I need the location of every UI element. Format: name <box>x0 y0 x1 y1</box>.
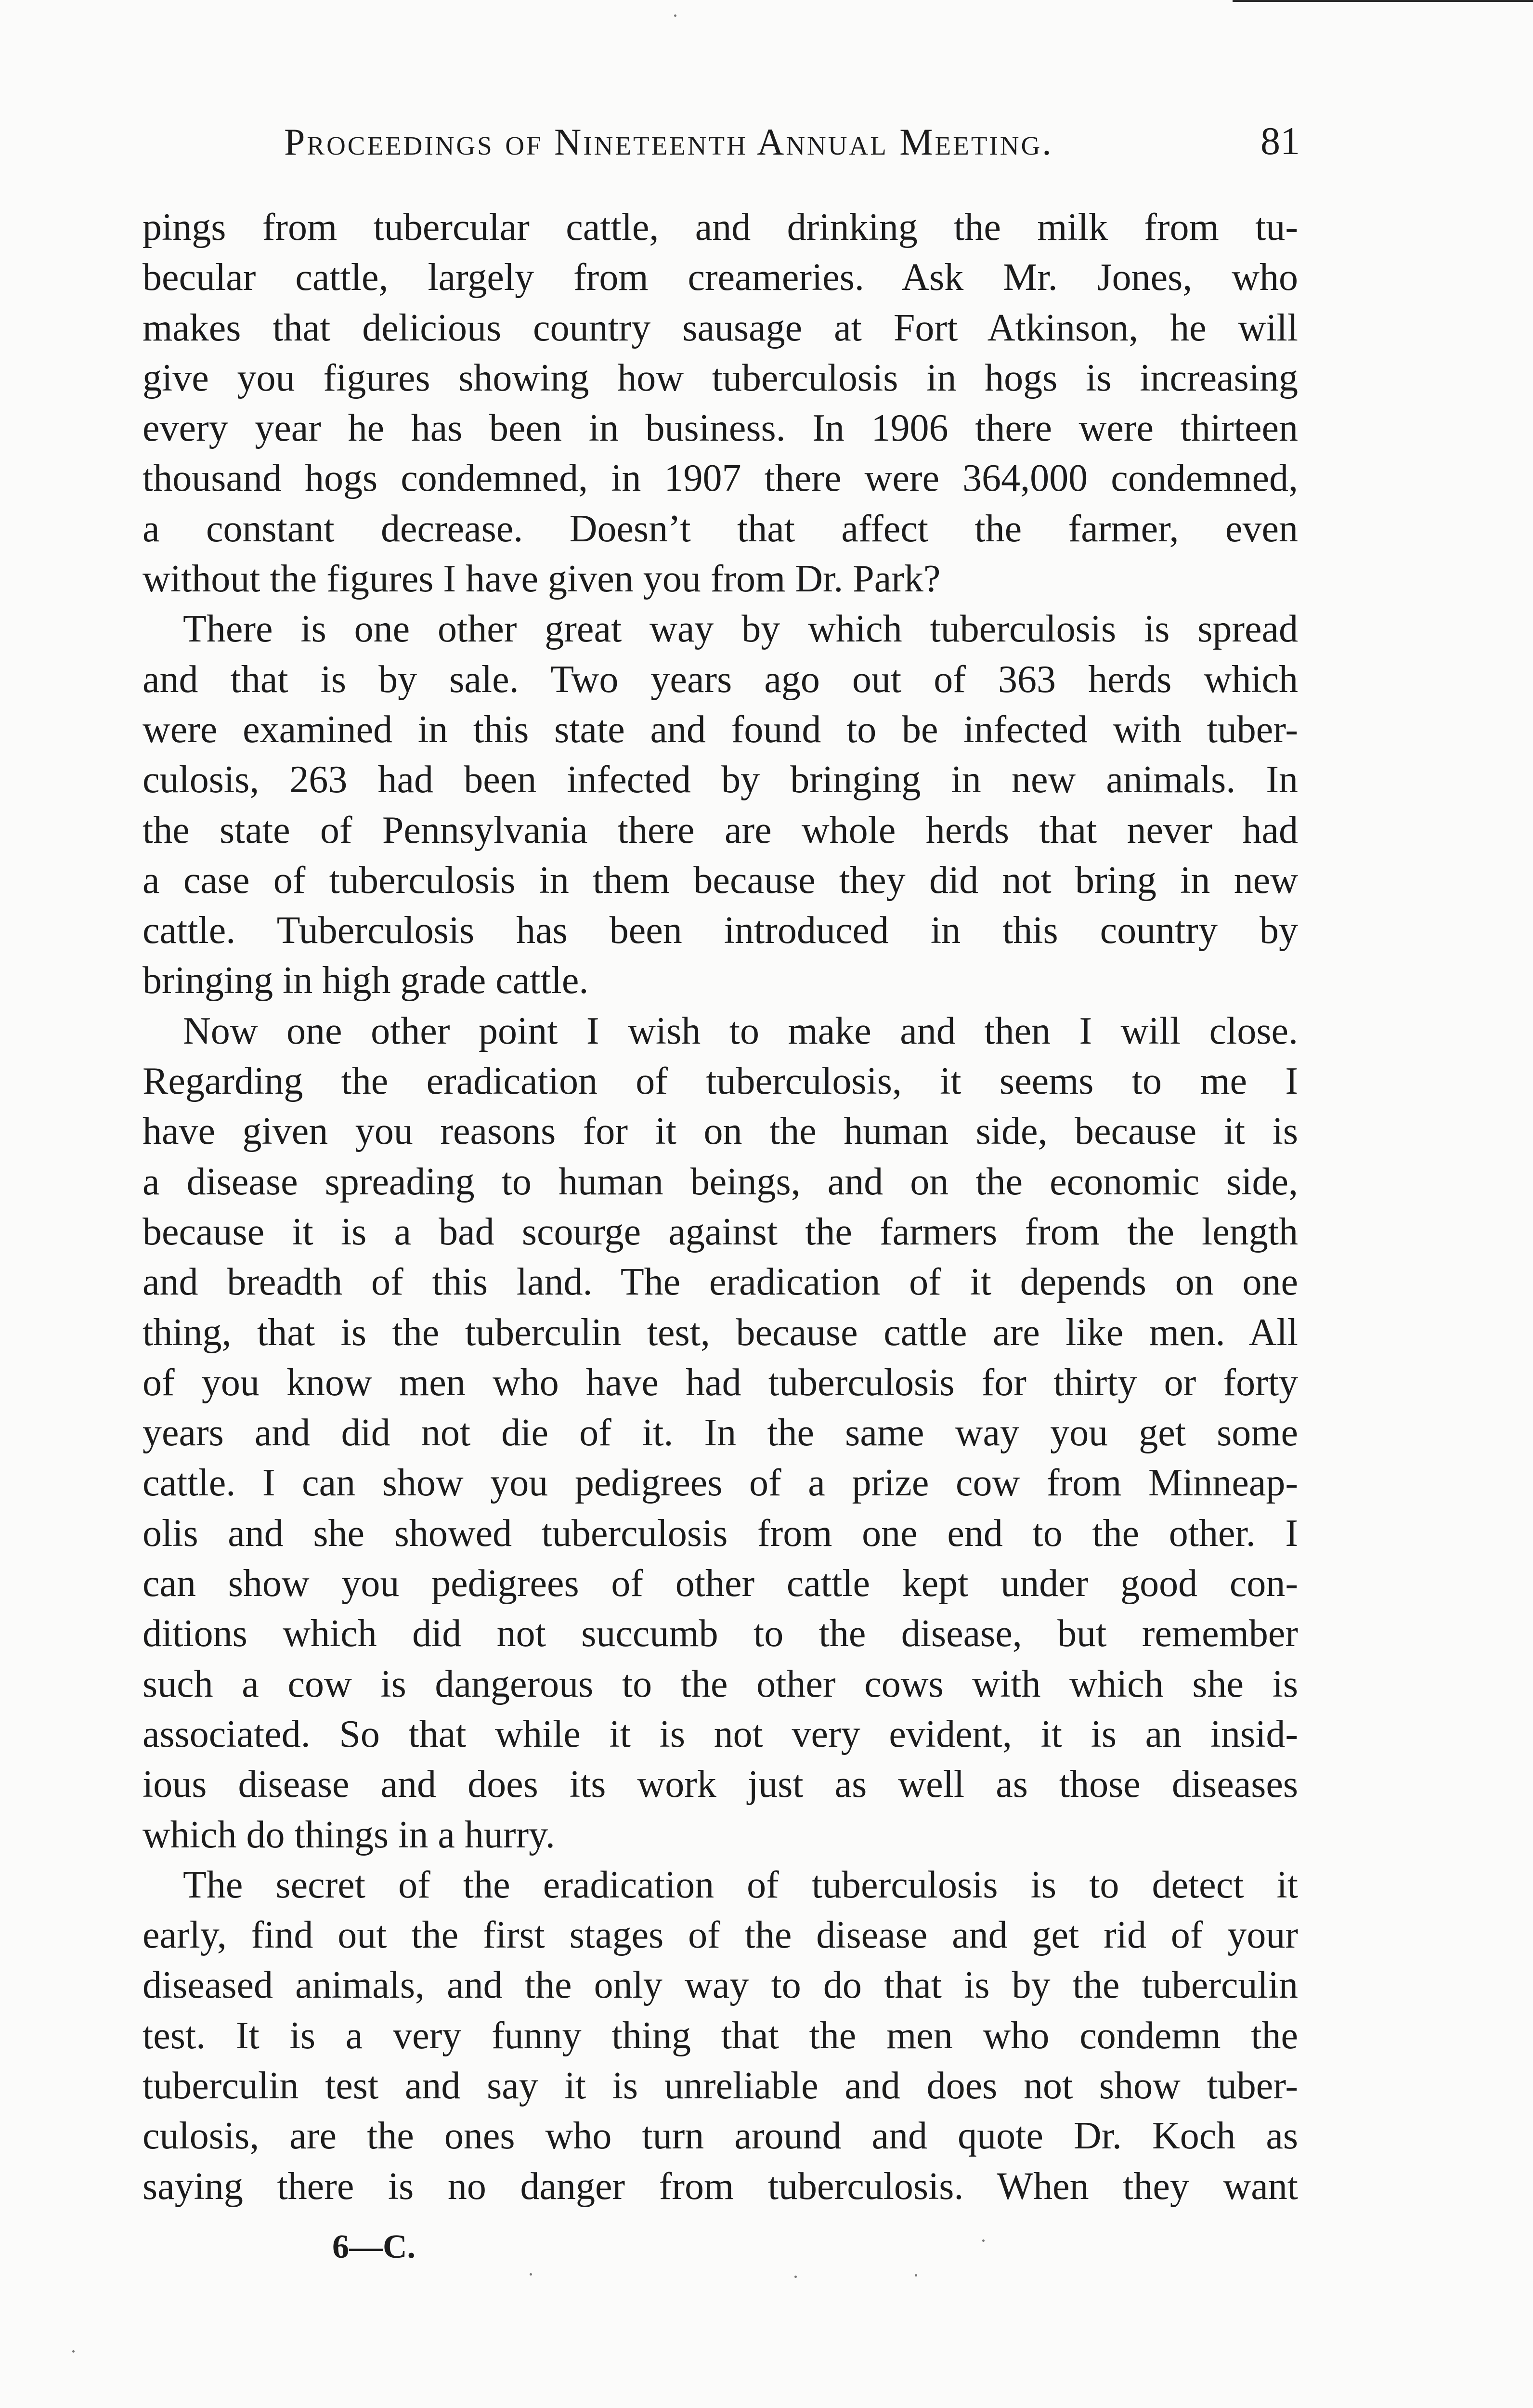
text-line: There is one other great way by which tuberculosis is spread <box>183 608 1298 651</box>
text-line: ious disease and does its work just as well as those diseases <box>143 1763 1298 1806</box>
text-line: a case of tuberculosis in them because they did not bring in new <box>143 859 1298 902</box>
text-line: culosis, 263 had been infected by bringing in new animals. In <box>143 759 1298 801</box>
text-line: such a cow is dangerous to the other cows with which she is <box>143 1662 1298 1705</box>
text-line: becular cattle, largely from creameries. Ask Mr. Jones, who <box>143 256 1298 299</box>
text-line: the state of Pennsylvania there are whole herds that never had <box>143 809 1298 851</box>
text-line: Regarding the eradication of tuberculosis, it seems to me I <box>143 1060 1298 1103</box>
page-header <box>284 120 1300 173</box>
text-line: thousand hogs condemned, in 1907 there were 364,000 condemned, <box>143 457 1298 500</box>
text-line: were examined in this state and found to be infected with tuber- <box>143 708 1298 751</box>
scan-speck <box>674 14 676 17</box>
text-line: tuberculin test and say it is unreliable and does not show tuber- <box>143 2064 1298 2107</box>
scan-speck <box>982 2239 985 2242</box>
scan-speck <box>915 2274 917 2277</box>
text-line: saying there is no danger from tuberculosis. When they want <box>143 2165 1298 2208</box>
text-line: cattle. I can show you pedigrees of a prize cow from Minneap- <box>143 1462 1298 1505</box>
scan-speck <box>794 2276 797 2278</box>
text-line: pings from tubercular cattle, and drinking the milk from tu- <box>143 206 1298 249</box>
text-line: years and did not die of it. In the same way you get some <box>143 1412 1298 1454</box>
text-line: Now one other point I wish to make and then I will close. <box>183 1009 1298 1052</box>
text-line: test. It is a very funny thing that the men who condemn the <box>143 2014 1298 2057</box>
text-line: culosis, are the ones who turn around and quote Dr. Koch as <box>143 2115 1298 2158</box>
text-line: bringing in high grade cattle. <box>143 959 589 1002</box>
text-line: cattle. Tuberculosis has been introduced in this country by <box>143 909 1298 952</box>
text-line: which do things in a hurry. <box>143 1813 555 1856</box>
text-line: thing, that is the tuberculin test, because cattle are like men. All <box>143 1311 1298 1354</box>
text-line: and breadth of this land. The eradication of it depends on one <box>143 1261 1298 1304</box>
text-line: makes that delicious country sausage at Fort Atkinson, he will <box>143 306 1298 349</box>
text-line: of you know men who have had tuberculosis for thirty or forty <box>143 1361 1298 1404</box>
text-line: because it is a bad scourge against the farmers from the length <box>143 1210 1298 1253</box>
running-head: Proceedings of Nineteenth Annual Meeting. <box>284 121 1053 163</box>
text-line: early, find out the first stages of the disease and get rid of your <box>143 1914 1298 1957</box>
text-line: every year he has been in business. In 1906 there were thirteen <box>143 407 1298 450</box>
text-line: associated. So that while it is not very evident, it is an insid- <box>143 1713 1298 1755</box>
body-text <box>143 202 1298 2212</box>
top-edge-rule <box>1233 0 1533 2</box>
text-line: The secret of the eradication of tuberculosis is to detect it <box>183 1863 1298 1906</box>
text-line: a constant decrease. Doesn’t that affect the farmer, even <box>143 507 1298 550</box>
scan-speck <box>72 2350 75 2353</box>
scan-speck <box>530 2273 532 2276</box>
text-line: diseased animals, and the only way to do that is by the tuberculin <box>143 1964 1298 2007</box>
text-line: have given you reasons for it on the human side, because it is <box>143 1110 1298 1153</box>
text-line: ditions which did not succumb to the disease, but remember <box>143 1612 1298 1655</box>
page-number: 81 <box>1260 119 1300 163</box>
text-line: olis and she showed tuberculosis from one end to the other. I <box>143 1512 1298 1555</box>
text-line: and that is by sale. Two years ago out of 363 herds which <box>143 658 1298 701</box>
text-line: can show you pedigrees of other cattle kept under good con- <box>143 1562 1298 1605</box>
text-line: give you figures showing how tuberculosis in hogs is increasing <box>143 356 1298 399</box>
signature-mark: 6—C. <box>332 2228 416 2265</box>
text-line: a disease spreading to human beings, and on the economic side, <box>143 1160 1298 1203</box>
text-line: without the figures I have given you from Dr. Park? <box>143 558 941 601</box>
